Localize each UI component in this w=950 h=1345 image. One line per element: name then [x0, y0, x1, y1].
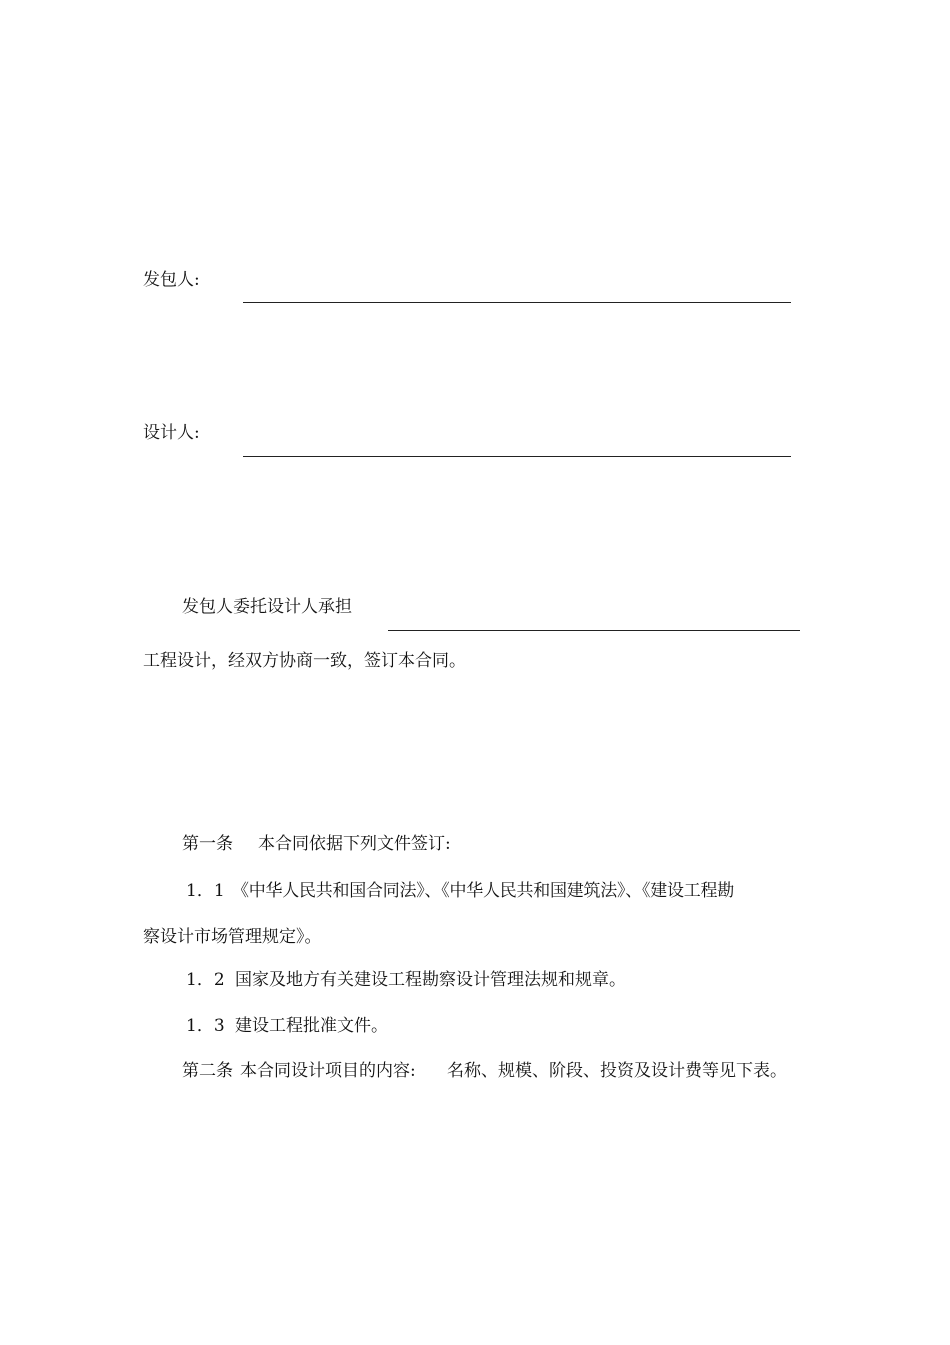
article1-item1-text-continued: 察设计市场管理规定》。: [143, 927, 322, 947]
designer-label: 设计人:: [143, 423, 200, 443]
article2-text-continued: 名称、规模、阶段、投资及设计费等见下表。: [447, 1061, 787, 1081]
employer-blank-line: [243, 302, 791, 303]
article1-item3-number: 1．3: [186, 1016, 225, 1036]
article1-item3-text: 建设工程批准文件。: [235, 1016, 388, 1036]
employer-label: 发包人:: [143, 270, 200, 290]
article1-item1-text: 《中华人民共和国合同法》、《中华人民共和国建筑法》、《建设工程勘: [232, 881, 734, 901]
article1-item2-text: 国家及地方有关建设工程勘察设计管理法规和规章。: [235, 970, 626, 990]
article1-item1-number: 1．1: [186, 881, 225, 901]
article2-text: 本合同设计项目的内容:: [240, 1061, 416, 1081]
intro-line-2: 工程设计，经双方协商一致，签订本合同。: [143, 651, 466, 671]
article1-heading: 第一条: [182, 834, 233, 854]
article2-heading: 第二条: [182, 1061, 233, 1081]
designer-blank-line: [243, 456, 791, 457]
article1-item2-number: 1．2: [186, 970, 225, 990]
article1-heading-text: 本合同依据下列文件签订:: [258, 834, 451, 854]
intro-line-1: 发包人委托设计人承担: [182, 597, 352, 617]
project-name-blank-line: [388, 630, 800, 631]
